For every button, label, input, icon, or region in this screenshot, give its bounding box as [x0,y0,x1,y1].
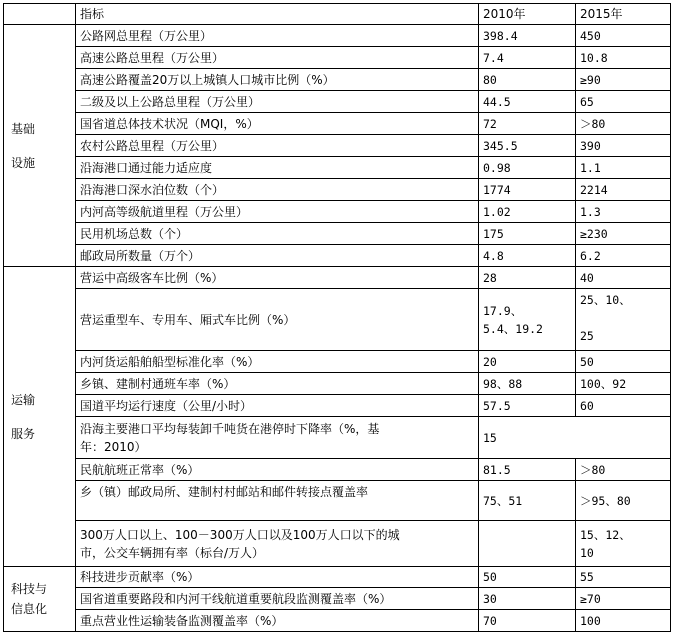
indicator-cell: 公路网总里程（万公里） [76,25,479,47]
table-row [4,417,671,459]
category-label: 运输 [11,392,36,407]
indicator-cell: 乡（镇）邮政局所、建制村村邮站和邮件转接点覆盖率 [76,481,479,521]
indicator-cell: 民用机场总数（个） [76,223,479,245]
value-2010: 50 [479,567,576,588]
indicator-cell: 农村公路总里程（万公里） [76,135,479,157]
category-label: 科技与 [11,582,48,596]
value-2015: 10.8 [576,47,671,69]
table-row [4,395,671,417]
value-2010 [479,289,576,351]
table-row [4,91,671,113]
header-2010: 2010年 [479,4,576,25]
table-row [4,47,671,69]
indicator-cell: 营运重型车、专用车、厢式车比例（%） [76,289,479,351]
table-row [4,179,671,201]
indicator-cell: 营运中高级客车比例（%） [76,267,479,289]
value-2010: 4.8 [479,245,576,267]
category-label: 设施 [11,155,36,170]
indicator-cell: 重点营业性运输装备监测覆盖率（%） [76,610,479,632]
table-row [4,157,671,179]
value-2010: 398.4 [479,25,576,47]
indicator-line: 300万人口以上、100－300万人口以及100万人口以下的城 [80,527,400,542]
table-row [4,25,671,47]
indicator-cell: 内河货运船舶船型标准化率（%） [76,351,479,373]
indicator-cell: 沿海港口深水泊位数（个） [76,179,479,201]
value-2010: 80 [479,69,576,91]
indicator-cell: 乡镇、建制村通班车率（%） [76,373,479,395]
category-transport-service [4,267,76,567]
value-2010: 72 [479,113,576,135]
value-2010: 175 [479,223,576,245]
indicator-line: 年：2010） [80,439,147,454]
value-2010: 98、88 [479,373,576,395]
category-label: 信息化 [11,602,48,616]
value-2015: ≥230 [576,223,671,245]
indicator-line: 沿海主要港口平均每装卸千吨货在港停时下降率（%，基 [80,421,380,436]
value-merged: 15 [479,417,671,459]
value-2010: 7.4 [479,47,576,69]
indicator-cell: 国省道总体技术状况（MQI，%） [76,113,479,135]
value-2015: ≥90 [576,69,671,91]
value-2015: 55 [576,567,671,588]
table-row [4,610,671,632]
table-row [4,567,671,588]
value-2010: 20 [479,351,576,373]
table-row [4,135,671,157]
value-line: 5.4、19.2 [483,321,543,336]
value-2015: 100 [576,610,671,632]
table-row [4,351,671,373]
table-row [4,588,671,610]
category-label: 服务 [11,426,36,441]
category-tech-info [4,567,76,632]
value-2015: ≥70 [576,588,671,610]
table-row [4,459,671,481]
value-2010: 44.5 [479,91,576,113]
value-2010 [479,521,576,567]
value-2015: 6.2 [576,245,671,267]
table-row [4,69,671,91]
indicator-cell [76,521,479,567]
value-line: 10 [580,545,594,560]
value-2010: 75、51 [479,481,576,521]
table-row [4,373,671,395]
value-2015: 50 [576,351,671,373]
value-2015: 1.3 [576,201,671,223]
indicator-cell: 民航航班正常率（%） [76,459,479,481]
table-row [4,521,671,567]
value-2015 [576,289,671,351]
value-2010: 81.5 [479,459,576,481]
value-2015: 65 [576,91,671,113]
value-2015: 450 [576,25,671,47]
header-blank [4,4,76,25]
indicator-cell: 二级及以上公路总里程（万公里） [76,91,479,113]
value-2010: 70 [479,610,576,632]
table-row [4,223,671,245]
value-2015: 1.1 [576,157,671,179]
table-row [4,267,671,289]
indicator-cell: 国省道重要路段和内河干线航道重要航段监测覆盖率（%） [76,588,479,610]
table-row [4,245,671,267]
indicator-table [3,3,671,632]
indicator-cell: 国道平均运行速度（公里/小时） [76,395,479,417]
indicator-line: 市，公交车辆拥有率（标台/万人） [80,545,265,560]
value-2015: ＞80 [576,459,671,481]
indicator-cell: 沿海港口通过能力适应度 [76,157,479,179]
value-line: 25、10、 [580,293,631,307]
value-2015: 40 [576,267,671,289]
category-label: 基础 [11,121,36,136]
indicator-cell: 邮政局所数量（万个） [76,245,479,267]
header-2015: 2015年 [576,4,671,25]
value-2015: 2214 [576,179,671,201]
value-line: 15、12、 [580,527,631,542]
value-2010: 1.02 [479,201,576,223]
value-2010: 57.5 [479,395,576,417]
indicator-cell [76,417,479,459]
table-row [4,481,671,521]
value-2010: 0.98 [479,157,576,179]
value-2015: 390 [576,135,671,157]
header-indicator: 指标 [76,4,479,25]
indicator-cell: 内河高等级航道里程（万公里） [76,201,479,223]
table-row [4,289,671,351]
table-row [4,113,671,135]
value-2010: 28 [479,267,576,289]
value-2010: 1774 [479,179,576,201]
indicator-cell: 科技进步贡献率（%） [76,567,479,588]
value-2015: ＞95、80 [576,481,671,521]
indicator-cell: 高速公路总里程（万公里） [76,47,479,69]
category-infrastructure [4,25,76,267]
value-2015: 60 [576,395,671,417]
table-row [4,201,671,223]
indicator-cell: 高速公路覆盖20万以上城镇人口城市比例（%） [76,69,479,91]
value-2015: ＞80 [576,113,671,135]
value-line: 25 [580,329,594,343]
value-line: 17.9、 [483,303,523,318]
value-2015: 100、92 [576,373,671,395]
value-2010: 345.5 [479,135,576,157]
value-2010: 30 [479,588,576,610]
value-2015 [576,521,671,567]
header-row [4,4,671,25]
